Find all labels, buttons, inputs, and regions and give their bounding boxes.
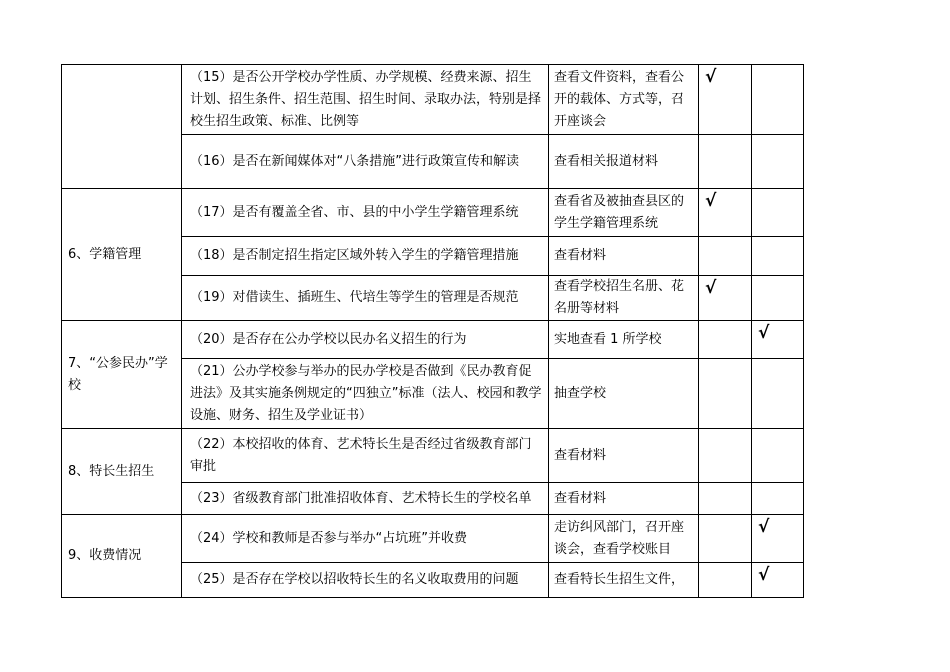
method-cell: 查看学校招生名册、花名册等材料 <box>549 276 699 321</box>
check-mark-cell <box>752 237 804 276</box>
item-cell: （20）是否存在公办学校以民办名义招生的行为 <box>182 321 549 359</box>
table-row <box>62 65 804 135</box>
table-row <box>62 189 804 237</box>
item-cell: （15）是否公开学校办学性质、办学规模、经费来源、招生计划、招生条件、招生范围、招生时间、录取办法，特别是择校生招生政策、标准、比例等 <box>182 65 549 135</box>
method-cell: 走访纠风部门，召开座谈会，查看学校账目 <box>549 515 699 563</box>
check-mark-cell <box>699 276 752 321</box>
category-cell <box>62 65 182 189</box>
check-mark: √ <box>758 565 770 585</box>
check-mark: √ <box>705 191 717 211</box>
category-cell: 8、特长生招生 <box>62 429 182 515</box>
check-mark-cell <box>699 429 752 483</box>
check-mark-cell <box>752 321 804 359</box>
item-cell: （24）学校和教师是否参与举办“占坑班”并收费 <box>182 515 549 563</box>
check-mark-cell <box>752 563 804 598</box>
item-cell: （23）省级教育部门批准招收体育、艺术特长生的学校名单 <box>182 483 549 515</box>
check-mark: √ <box>705 278 717 298</box>
check-mark-cell <box>752 189 804 237</box>
method-cell: 查看材料 <box>549 483 699 515</box>
inspection-table <box>61 64 804 598</box>
check-mark-cell <box>699 237 752 276</box>
method-cell: 查看材料 <box>549 429 699 483</box>
check-mark: √ <box>758 323 770 343</box>
item-cell: （17）是否有覆盖全省、市、县的中小学生学籍管理系统 <box>182 189 549 237</box>
item-cell: （21）公办学校参与举办的民办学校是否做到《民办教育促进法》及其实施条例规定的“四独立”标准（法人、校园和教学设施、财务、招生及学业证书） <box>182 359 549 429</box>
check-mark-cell <box>699 135 752 189</box>
category-cell: 7、“公参民办”学校 <box>62 321 182 429</box>
item-cell: （19）对借读生、插班生、代培生等学生的管理是否规范 <box>182 276 549 321</box>
check-mark-cell <box>752 429 804 483</box>
check-mark-cell <box>752 359 804 429</box>
check-mark-cell <box>752 276 804 321</box>
method-cell: 查看材料 <box>549 237 699 276</box>
method-cell: 查看省及被抽查县区的学生学籍管理系统 <box>549 189 699 237</box>
check-mark-cell <box>752 65 804 135</box>
check-mark-cell <box>699 189 752 237</box>
table-row <box>62 515 804 563</box>
method-cell: 实地查看 1 所学校 <box>549 321 699 359</box>
item-cell: （18）是否制定招生指定区域外转入学生的学籍管理措施 <box>182 237 549 276</box>
item-cell: （22）本校招收的体育、艺术特长生是否经过省级教育部门审批 <box>182 429 549 483</box>
check-mark-cell <box>699 65 752 135</box>
method-cell: 抽查学校 <box>549 359 699 429</box>
category-cell: 9、收费情况 <box>62 515 182 598</box>
check-mark-cell <box>699 563 752 598</box>
method-cell: 查看相关报道材料 <box>549 135 699 189</box>
check-mark-cell <box>752 515 804 563</box>
check-mark-cell <box>752 135 804 189</box>
table-row <box>62 429 804 483</box>
check-mark-cell <box>752 483 804 515</box>
item-cell: （25）是否存在学校以招收特长生的名义收取费用的问题 <box>182 563 549 598</box>
item-cell: （16）是否在新闻媒体对“八条措施”进行政策宣传和解读 <box>182 135 549 189</box>
check-mark-cell <box>699 359 752 429</box>
category-cell: 6、学籍管理 <box>62 189 182 321</box>
method-cell: 查看特长生招生文件， <box>549 563 699 598</box>
table-row <box>62 321 804 359</box>
check-mark-cell <box>699 321 752 359</box>
check-mark: √ <box>705 67 717 87</box>
method-cell: 查看文件资料，查看公开的载体、方式等，召开座谈会 <box>549 65 699 135</box>
check-mark: √ <box>758 517 770 537</box>
check-mark-cell <box>699 483 752 515</box>
check-mark-cell <box>699 515 752 563</box>
